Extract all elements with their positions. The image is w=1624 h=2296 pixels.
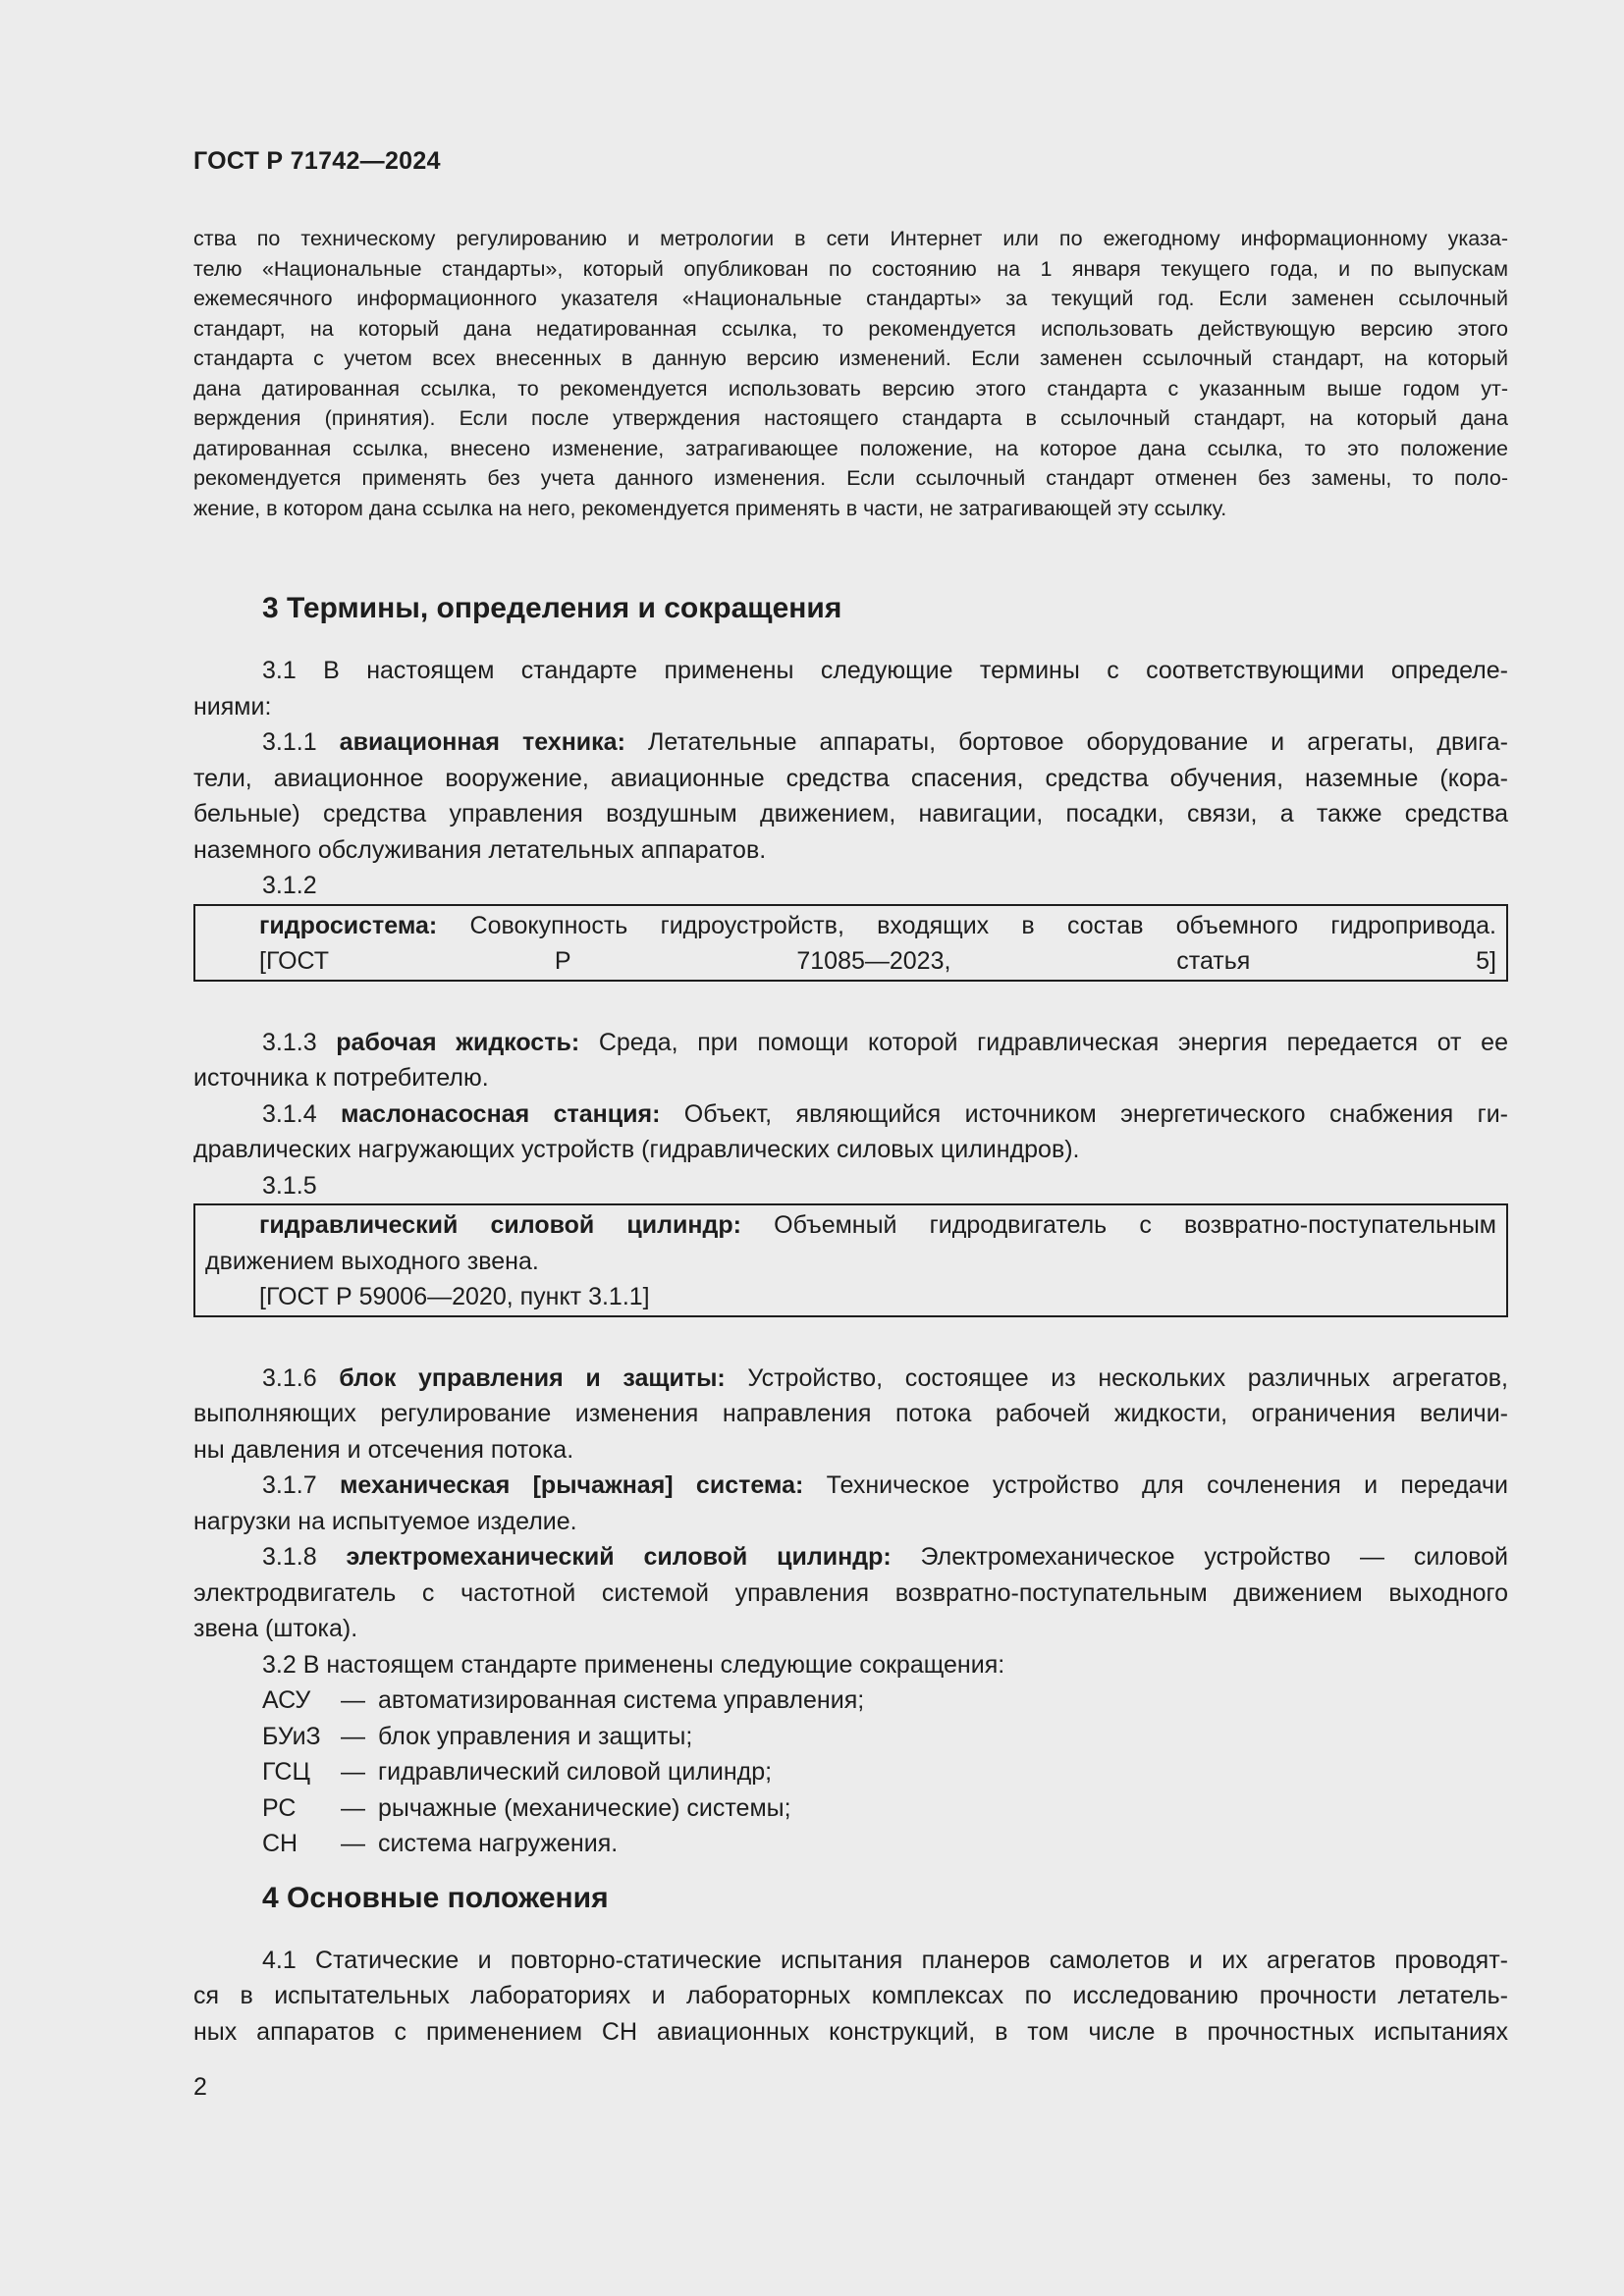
text-line: ных аппаратов с применением СН авиационных конструкций, в том числе в прочностных испытаниях: [193, 2017, 1508, 2046]
abbreviation: АСУ: [262, 1686, 311, 1714]
term-name: механическая [рычажная] система:: [339, 1471, 804, 1499]
term-definition: Совокупность гидроустройств, входящих в состав объемного гидропривода.: [437, 911, 1496, 939]
term-number-3-1-2: 3.1.2: [262, 872, 317, 899]
term-3-1-3: [193, 1025, 1508, 1096]
page-number: 2: [193, 2073, 207, 2101]
text-line: датированная ссылка, внесено изменение, затрагивающее положение, на которое дана ссылка, то это положение: [193, 436, 1508, 460]
term-definition: Объект, являющийся источником энергетического снабжения ги-: [660, 1099, 1508, 1128]
term-number: 3.1.1: [262, 728, 340, 756]
abbreviation-meaning: автоматизированная система управления;: [378, 1686, 865, 1714]
abbreviation-item: [193, 1682, 1508, 1719]
text-line: телю «Национальные стандарты», который опубликован по состоянию на 1 января текущего года, и по выпускам: [193, 256, 1508, 281]
text-line: дравлических нагружающих устройств (гидравлических силовых цилиндров).: [193, 1136, 1080, 1163]
term-number: 3.1.8: [262, 1543, 347, 1571]
text-line: рекомендуется применять без учета данного изменения. Если ссылочный стандарт отменен без замены, то поло-: [193, 466, 1508, 490]
abbreviation-dash: —: [341, 1758, 365, 1786]
abbreviation-meaning: гидравлический силовой цилиндр;: [378, 1758, 773, 1786]
abbreviations-list: [193, 1682, 1508, 1862]
term-number: 3.1.3: [262, 1028, 337, 1056]
paragraph-3-1: [193, 653, 1508, 724]
section-4-heading: 4 Основные положения: [262, 1881, 609, 1914]
term-definition: Электромеханическое устройство — силовой: [891, 1543, 1508, 1571]
abbreviation-item: [193, 1754, 1508, 1790]
text-line: звена (штока).: [193, 1615, 358, 1642]
spacer: [193, 1001, 1508, 1025]
term-first-line: [193, 724, 1508, 761]
term-first-line: [193, 1539, 1508, 1575]
term-definition: Техническое устройство для сочленения и передачи: [803, 1471, 1508, 1499]
spacer: [193, 1337, 1508, 1361]
abbreviation-dash: —: [341, 1793, 365, 1822]
abbreviation-dash: —: [341, 1830, 365, 1857]
abbreviation-item: [193, 1719, 1508, 1755]
term-name: блок управления и защиты:: [339, 1363, 726, 1392]
text-line: тели, авиационное вооружение, авиационные средства спасения, средства обучения, наземные (кора-: [193, 764, 1508, 792]
abbreviation: БУиЗ: [262, 1722, 321, 1750]
term-3-1-7: [193, 1468, 1508, 1539]
term-box-3-1-5: [193, 1203, 1508, 1317]
term-number: 3.1.4: [262, 1099, 342, 1128]
abbreviation: СН: [262, 1830, 298, 1857]
term-name: гидравлический силовой цилиндр:: [259, 1211, 741, 1239]
abbreviation-meaning: блок управления и защиты;: [378, 1722, 693, 1750]
term-name: маслонасосная станция:: [341, 1099, 661, 1128]
term-name: гидросистема:: [259, 911, 438, 939]
text-line: движением выходного звена.: [205, 1247, 539, 1275]
intro-paragraph: [193, 224, 1508, 523]
term-name: рабочая жидкость:: [336, 1028, 580, 1056]
text-line: источника к потребителю.: [193, 1064, 489, 1092]
term-definition: Среда, при помощи которой гидравлическая энергия передается от ее: [579, 1028, 1508, 1056]
term-name: авиационная техника:: [339, 728, 625, 756]
abbreviation: ГСЦ: [262, 1758, 310, 1786]
term-definition: Устройство, состоящее из нескольких различных агрегатов,: [725, 1363, 1508, 1392]
term-name: электромеханический силовой цилиндр:: [346, 1543, 892, 1571]
term-number: 3.1.7: [262, 1471, 340, 1499]
document-id-header: ГОСТ Р 71742—2024: [193, 147, 441, 175]
text-line: стандарта с учетом всех внесенных в данную версию изменений. Если заменен ссылочный стандарт, на который: [193, 347, 1508, 370]
text-line: электродвигатель с частотной системой управления возвратно-поступательным движением выходного: [193, 1578, 1508, 1607]
text-line: верждения (принятия). Если после утверждения настоящего стандарта в ссылочный стандарт, на который дана: [193, 406, 1508, 430]
text-line: выполняющих регулирование изменения направления потока рабочей жидкости, ограничения величи-: [193, 1400, 1508, 1427]
term-first-line: [193, 1361, 1508, 1397]
abbreviation: РС: [262, 1793, 297, 1822]
term-3-1-4: [193, 1096, 1508, 1168]
text-line: ства по техническому регулированию и метрологии в сети Интернет или по ежегодному информационному указа-: [193, 227, 1508, 250]
text-line: ниями:: [193, 692, 272, 721]
term-3-1-8: [193, 1539, 1508, 1647]
term-box-3-1-2: [193, 904, 1508, 982]
term-number-3-1-5: 3.1.5: [262, 1171, 317, 1200]
text-line: дана датированная ссылка, то рекомендуется использовать версию этого стандарта с указанным выше годом ут-: [193, 376, 1508, 400]
term-first-line: [193, 1025, 1508, 1061]
term-number: 3.1.6: [262, 1363, 340, 1392]
paragraph-3-2: 3.2 В настоящем стандарте применены следующие сокращения:: [262, 1650, 1005, 1679]
text-line: нагрузки на испытуемое изделие.: [193, 1507, 577, 1535]
spacer: [193, 1862, 1508, 1884]
paragraph-4-1: [193, 1943, 1508, 2051]
text-line: 3.1 В настоящем стандарте применены следующие термины с соответствующими определе-: [262, 657, 1508, 684]
abbreviation-dash: —: [341, 1722, 365, 1750]
term-reference: [ГОСТ Р 71085—2023, статья 5]: [259, 947, 1496, 975]
text-line: стандарт, на который дана недатированная ссылка, то рекомендуется использовать действующую версию этого: [193, 316, 1508, 341]
abbreviation-item: [193, 1826, 1508, 1862]
term-3-1-1: [193, 724, 1508, 868]
text-line: ся в испытательных лабораториях и лабораторных комплексах по исследованию прочности летатель-: [193, 1982, 1508, 2009]
abbreviation-meaning: система нагружения.: [378, 1830, 619, 1857]
text-line: бельные) средства управления воздушным движением, навигации, посадки, связи, а также средства: [193, 800, 1508, 828]
text-line: жение, в котором дана ссылка на него, рекомендуется применять в части, не затрагивающей эту ссылку.: [193, 496, 1227, 520]
section-3-heading: 3 Термины, определения и сокращения: [262, 592, 842, 624]
abbreviation-dash: —: [341, 1686, 365, 1714]
term-line: [205, 1207, 1496, 1244]
text-line: 4.1 Статические и повторно-статические испытания планеров самолетов и их агрегатов проводят-: [262, 1946, 1508, 1974]
text-line: ны давления и отсечения потока.: [193, 1435, 574, 1464]
term-definition: Летательные аппараты, бортовое оборудование и агрегаты, двига-: [624, 728, 1508, 756]
term-3-1-6: [193, 1361, 1508, 1468]
abbreviation-item: [193, 1790, 1508, 1827]
term-definition: Объемный гидродвигатель с возвратно-поступательным: [740, 1211, 1496, 1239]
text-line: наземного обслуживания летательных аппаратов.: [193, 835, 767, 864]
term-reference: [ГОСТ Р 59006—2020, пункт 3.1.1]: [259, 1283, 650, 1310]
text-line: ежемесячного информационного указателя «Национальные стандарты» за текущий год. Если заменен ссылочный: [193, 287, 1508, 310]
term-first-line: [193, 1096, 1508, 1133]
main-content: [193, 594, 1508, 2050]
term-line: [205, 908, 1496, 944]
abbreviation-meaning: рычажные (механические) системы;: [378, 1793, 791, 1822]
term-first-line: [193, 1468, 1508, 1504]
